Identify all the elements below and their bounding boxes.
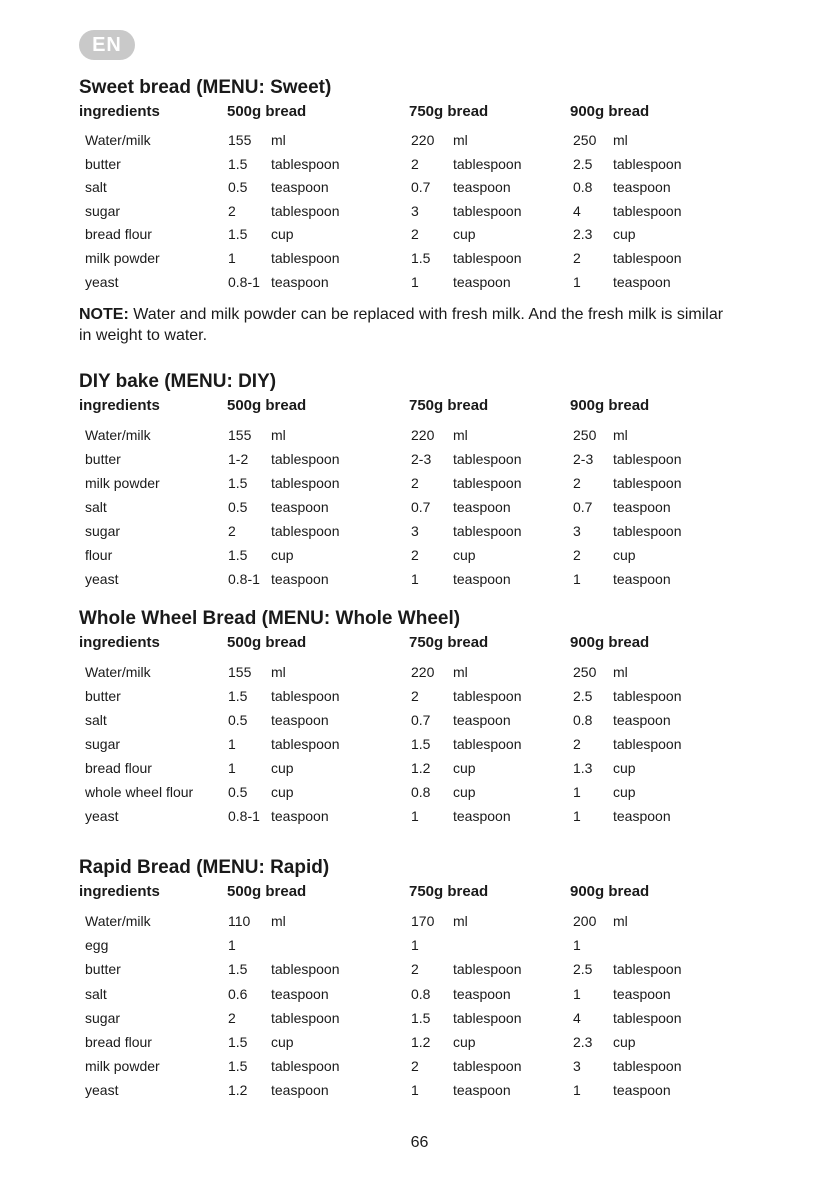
amount-500g: 1.5 — [228, 1058, 248, 1075]
unit-500g: teaspoon — [271, 571, 329, 587]
ingredient-name: milk powder — [85, 249, 160, 266]
ingredient-name: sugar — [85, 202, 121, 219]
ingredient-name: bread flour — [85, 226, 152, 243]
amount-900g: 2 — [573, 475, 581, 491]
unit-500g: tablespoon — [271, 736, 340, 752]
unit-750g: ml — [453, 427, 468, 443]
ingredient-name: salt — [85, 712, 107, 728]
unit-900g: tablespoon — [613, 1009, 682, 1026]
amount-500g: 1.5 — [228, 155, 248, 172]
unit-900g: cup — [613, 1033, 636, 1050]
ingredient-name: Water/milk — [85, 913, 151, 929]
ingredient-name: milk powder — [85, 1058, 160, 1075]
amount-900g: 250 — [573, 664, 597, 680]
header-750g: 750g bread — [409, 883, 489, 900]
header-500g: 500g bread — [227, 103, 307, 120]
amount-500g: 0.8-1 — [228, 571, 260, 587]
unit-750g: teaspoon — [453, 985, 511, 1002]
table-row — [79, 804, 779, 828]
table-row — [79, 519, 779, 543]
header-900g: 900g bread — [570, 883, 650, 900]
unit-750g: teaspoon — [453, 499, 511, 515]
ingredient-name: butter — [85, 155, 121, 172]
ingredient-name: Water/milk — [85, 664, 151, 680]
table-row — [79, 708, 779, 732]
amount-500g: 0.5 — [228, 179, 248, 196]
unit-750g: cup — [453, 784, 476, 800]
unit-900g: teaspoon — [613, 273, 671, 290]
amount-750g: 0.8 — [411, 985, 431, 1002]
amount-500g: 0.8-1 — [228, 808, 260, 824]
amount-750g: 0.7 — [411, 499, 431, 515]
unit-750g: teaspoon — [453, 571, 511, 587]
amount-500g: 1.5 — [228, 226, 248, 243]
unit-500g: tablespoon — [271, 1058, 340, 1075]
ingredient-name: butter — [85, 688, 121, 704]
header-ingredients: ingredients — [79, 883, 160, 900]
amount-500g: 2 — [228, 1009, 236, 1026]
amount-750g: 1 — [411, 808, 419, 824]
amount-750g: 0.7 — [411, 179, 431, 196]
unit-500g: ml — [271, 132, 286, 148]
section-title: Whole Wheel Bread (MENU: Whole Wheel) — [79, 608, 461, 629]
unit-900g: ml — [613, 664, 628, 680]
amount-500g: 1 — [228, 760, 236, 776]
ingredient-name: yeast — [85, 273, 119, 290]
amount-900g: 250 — [573, 427, 597, 443]
table-row — [79, 756, 779, 780]
section-title: Rapid Bread (MENU: Rapid) — [79, 857, 330, 878]
amount-500g: 2 — [228, 523, 236, 539]
unit-900g: teaspoon — [613, 179, 671, 196]
amount-900g: 2 — [573, 547, 581, 563]
table-row — [79, 933, 779, 957]
amount-750g: 1.2 — [411, 1033, 431, 1050]
unit-750g: ml — [453, 664, 468, 680]
amount-900g: 2 — [573, 736, 581, 752]
amount-900g: 2.5 — [573, 961, 593, 978]
table-row — [79, 684, 779, 708]
unit-750g: tablespoon — [453, 451, 522, 467]
table-row — [79, 247, 779, 271]
amount-750g: 0.7 — [411, 712, 431, 728]
table-row — [79, 200, 779, 224]
amount-500g: 1.5 — [228, 475, 248, 491]
unit-500g: cup — [271, 547, 294, 563]
unit-500g: tablespoon — [271, 475, 340, 491]
unit-900g: teaspoon — [613, 985, 671, 1002]
amount-900g: 2.3 — [573, 226, 593, 243]
unit-500g: cup — [271, 784, 294, 800]
unit-750g: tablespoon — [453, 961, 522, 978]
header-750g: 750g bread — [409, 103, 489, 120]
amount-900g: 200 — [573, 913, 597, 929]
amount-750g: 2 — [411, 226, 419, 243]
amount-900g: 1.3 — [573, 760, 593, 776]
amount-500g: 0.8-1 — [228, 273, 260, 290]
unit-500g: tablespoon — [271, 961, 340, 978]
unit-500g: ml — [271, 427, 286, 443]
amount-750g: 2 — [411, 475, 419, 491]
unit-750g: cup — [453, 760, 476, 776]
unit-500g: teaspoon — [271, 712, 329, 728]
amount-750g: 220 — [411, 132, 435, 148]
note-text: Water and milk powder can be replaced with fresh milk. And the fresh milk is similar in weight to water. — [79, 306, 724, 344]
unit-750g: teaspoon — [453, 273, 511, 290]
unit-900g: tablespoon — [613, 249, 682, 266]
amount-900g: 2.3 — [573, 1033, 593, 1050]
amount-750g: 220 — [411, 664, 435, 680]
table-row — [79, 129, 779, 153]
amount-750g: 1 — [411, 937, 419, 954]
table-row — [79, 660, 779, 684]
amount-900g: 1 — [573, 784, 581, 800]
amount-900g: 250 — [573, 132, 597, 148]
unit-750g: tablespoon — [453, 736, 522, 752]
header-ingredients: ingredients — [79, 397, 160, 414]
amount-900g: 1 — [573, 808, 581, 824]
unit-750g: tablespoon — [453, 155, 522, 172]
unit-500g: ml — [271, 913, 286, 929]
column-header-row — [79, 101, 779, 123]
unit-500g: cup — [271, 760, 294, 776]
ingredient-name: Water/milk — [85, 132, 151, 148]
unit-500g: tablespoon — [271, 688, 340, 704]
ingredient-name: sugar — [85, 736, 121, 752]
unit-900g: teaspoon — [613, 808, 671, 824]
unit-900g: tablespoon — [613, 961, 682, 978]
amount-900g: 2 — [573, 249, 581, 266]
ingredient-name: flour — [85, 547, 113, 563]
unit-750g: ml — [453, 913, 468, 929]
table-row — [79, 1078, 779, 1102]
unit-750g: tablespoon — [453, 475, 522, 491]
note-label: NOTE: — [79, 306, 129, 323]
table-row — [79, 732, 779, 756]
amount-900g: 1 — [573, 273, 581, 290]
header-750g: 750g bread — [409, 634, 489, 651]
amount-900g: 3 — [573, 1058, 581, 1075]
amount-900g: 4 — [573, 1009, 581, 1026]
unit-500g: tablespoon — [271, 249, 340, 266]
unit-900g: ml — [613, 427, 628, 443]
unit-900g: tablespoon — [613, 1058, 682, 1075]
unit-500g: teaspoon — [271, 179, 329, 196]
unit-500g: teaspoon — [271, 499, 329, 515]
amount-750g: 1.5 — [411, 249, 431, 266]
amount-750g: 1 — [411, 571, 419, 587]
amount-900g: 1 — [573, 985, 581, 1002]
amount-900g: 1 — [573, 937, 581, 954]
unit-750g: ml — [453, 132, 468, 148]
recipe-section-diy — [79, 369, 779, 591]
header-750g: 750g bread — [409, 397, 489, 414]
amount-500g: 1 — [228, 249, 236, 266]
amount-500g: 1-2 — [228, 451, 249, 467]
unit-500g: tablespoon — [271, 155, 340, 172]
amount-750g: 2 — [411, 688, 419, 704]
amount-500g: 1.5 — [228, 1033, 248, 1050]
table-row — [79, 447, 779, 471]
ingredient-name: sugar — [85, 1009, 121, 1026]
unit-900g: tablespoon — [613, 155, 682, 172]
unit-900g: tablespoon — [613, 523, 682, 539]
amount-500g: 1.5 — [228, 688, 248, 704]
amount-500g: 1.2 — [228, 1082, 248, 1099]
amount-500g: 1.5 — [228, 961, 248, 978]
amount-500g: 110 — [228, 913, 251, 929]
unit-500g: tablespoon — [271, 451, 340, 467]
unit-900g: cup — [613, 226, 636, 243]
amount-750g: 2 — [411, 961, 419, 978]
amount-500g: 1 — [228, 736, 236, 752]
table-row — [79, 543, 779, 567]
ingredient-name: egg — [85, 937, 109, 954]
table-row — [79, 1054, 779, 1078]
ingredient-name: salt — [85, 179, 107, 196]
header-900g: 900g bread — [570, 103, 650, 120]
amount-750g: 0.8 — [411, 784, 431, 800]
ingredient-rows — [79, 660, 779, 828]
unit-900g: teaspoon — [613, 1082, 671, 1099]
unit-750g: cup — [453, 547, 476, 563]
amount-900g: 0.8 — [573, 179, 593, 196]
amount-750g: 2-3 — [411, 451, 432, 467]
unit-750g: teaspoon — [453, 1082, 511, 1099]
unit-900g: tablespoon — [613, 475, 682, 491]
unit-750g: teaspoon — [453, 712, 511, 728]
ingredient-name: whole wheel flour — [85, 784, 194, 800]
amount-900g: 4 — [573, 202, 581, 219]
unit-500g: tablespoon — [271, 1009, 340, 1026]
table-row — [79, 153, 779, 177]
amount-750g: 3 — [411, 202, 419, 219]
header-500g: 500g bread — [227, 634, 307, 651]
unit-500g: tablespoon — [271, 523, 340, 539]
column-header-row — [79, 632, 779, 654]
page-number: 66 — [410, 1134, 429, 1151]
unit-900g: tablespoon — [613, 202, 682, 219]
amount-500g: 1.5 — [228, 547, 248, 563]
table-row — [79, 957, 779, 981]
recipe-section-rapid — [79, 855, 779, 1103]
amount-500g: 155 — [228, 132, 252, 148]
amount-750g: 1 — [411, 1082, 419, 1099]
unit-750g: teaspoon — [453, 808, 511, 824]
unit-750g: tablespoon — [453, 1058, 522, 1075]
amount-750g: 220 — [411, 427, 435, 443]
unit-900g: tablespoon — [613, 688, 682, 704]
unit-900g: cup — [613, 760, 636, 776]
ingredient-name: butter — [85, 961, 121, 978]
header-500g: 500g bread — [227, 883, 307, 900]
unit-900g: ml — [613, 913, 628, 929]
amount-750g: 2 — [411, 1058, 419, 1075]
language-badge: EN — [79, 30, 135, 60]
unit-900g: teaspoon — [613, 499, 671, 515]
unit-750g: cup — [453, 1033, 476, 1050]
table-row — [79, 423, 779, 447]
amount-750g: 2 — [411, 547, 419, 563]
ingredient-name: bread flour — [85, 1033, 152, 1050]
ingredient-name: yeast — [85, 571, 119, 587]
amount-900g: 2.5 — [573, 688, 593, 704]
recipe-section-whole-wheel — [79, 606, 779, 828]
ingredient-name: yeast — [85, 808, 119, 824]
unit-500g: tablespoon — [271, 202, 340, 219]
amount-500g: 155 — [228, 427, 252, 443]
amount-900g: 1 — [573, 571, 581, 587]
unit-750g: tablespoon — [453, 523, 522, 539]
ingredient-rows — [79, 423, 779, 591]
ingredient-name: Water/milk — [85, 427, 151, 443]
amount-500g: 0.6 — [228, 985, 248, 1002]
table-row — [79, 909, 779, 933]
unit-500g: teaspoon — [271, 1082, 329, 1099]
amount-750g: 1.5 — [411, 1009, 431, 1026]
amount-500g: 1 — [228, 937, 236, 954]
table-row — [79, 271, 779, 295]
amount-500g: 2 — [228, 202, 236, 219]
unit-900g: teaspoon — [613, 712, 671, 728]
amount-750g: 170 — [411, 913, 435, 929]
table-row — [79, 223, 779, 247]
unit-500g: teaspoon — [271, 808, 329, 824]
amount-750g: 2 — [411, 155, 419, 172]
ingredient-name: bread flour — [85, 760, 152, 776]
amount-750g: 1 — [411, 273, 419, 290]
unit-750g: teaspoon — [453, 179, 511, 196]
ingredient-name: butter — [85, 451, 121, 467]
amount-900g: 2.5 — [573, 155, 593, 172]
amount-750g: 1.5 — [411, 736, 431, 752]
table-row — [79, 1006, 779, 1030]
unit-900g: cup — [613, 784, 636, 800]
amount-900g: 3 — [573, 523, 581, 539]
unit-500g: teaspoon — [271, 985, 329, 1002]
section-title: DIY bake (MENU: DIY) — [79, 371, 277, 392]
ingredient-name: sugar — [85, 523, 121, 539]
header-ingredients: ingredients — [79, 634, 160, 651]
amount-900g: 2-3 — [573, 451, 594, 467]
header-900g: 900g bread — [570, 634, 650, 651]
ingredient-name: milk powder — [85, 475, 160, 491]
column-header-row — [79, 881, 779, 903]
table-row — [79, 176, 779, 200]
section-title: Sweet bread (MENU: Sweet) — [79, 77, 332, 98]
unit-500g: teaspoon — [271, 273, 329, 290]
note — [79, 304, 739, 346]
unit-750g: tablespoon — [453, 1009, 522, 1026]
unit-900g: cup — [613, 547, 636, 563]
unit-750g: tablespoon — [453, 688, 522, 704]
amount-500g: 0.5 — [228, 712, 248, 728]
column-header-row — [79, 395, 779, 417]
ingredient-rows — [79, 129, 779, 294]
ingredient-name: salt — [85, 499, 107, 515]
table-row — [79, 495, 779, 519]
unit-750g: tablespoon — [453, 202, 522, 219]
ingredient-rows — [79, 909, 779, 1103]
table-row — [79, 780, 779, 804]
unit-900g: tablespoon — [613, 451, 682, 467]
amount-500g: 0.5 — [228, 499, 248, 515]
amount-900g: 0.8 — [573, 712, 593, 728]
table-row — [79, 471, 779, 495]
header-500g: 500g bread — [227, 397, 307, 414]
amount-750g: 3 — [411, 523, 419, 539]
amount-900g: 1 — [573, 1082, 581, 1099]
unit-750g: tablespoon — [453, 249, 522, 266]
amount-750g: 1.2 — [411, 760, 431, 776]
header-900g: 900g bread — [570, 397, 650, 414]
unit-900g: tablespoon — [613, 736, 682, 752]
recipe-section-sweet — [79, 75, 779, 294]
amount-900g: 0.7 — [573, 499, 593, 515]
header-ingredients: ingredients — [79, 103, 160, 120]
amount-500g: 0.5 — [228, 784, 248, 800]
unit-750g: cup — [453, 226, 476, 243]
unit-500g: cup — [271, 226, 294, 243]
ingredient-name: yeast — [85, 1082, 119, 1099]
unit-900g: ml — [613, 132, 628, 148]
table-row — [79, 1030, 779, 1054]
unit-900g: teaspoon — [613, 571, 671, 587]
ingredient-name: salt — [85, 985, 107, 1002]
unit-500g: ml — [271, 664, 286, 680]
unit-500g: cup — [271, 1033, 294, 1050]
table-row — [79, 567, 779, 591]
table-row — [79, 982, 779, 1006]
amount-500g: 155 — [228, 664, 252, 680]
